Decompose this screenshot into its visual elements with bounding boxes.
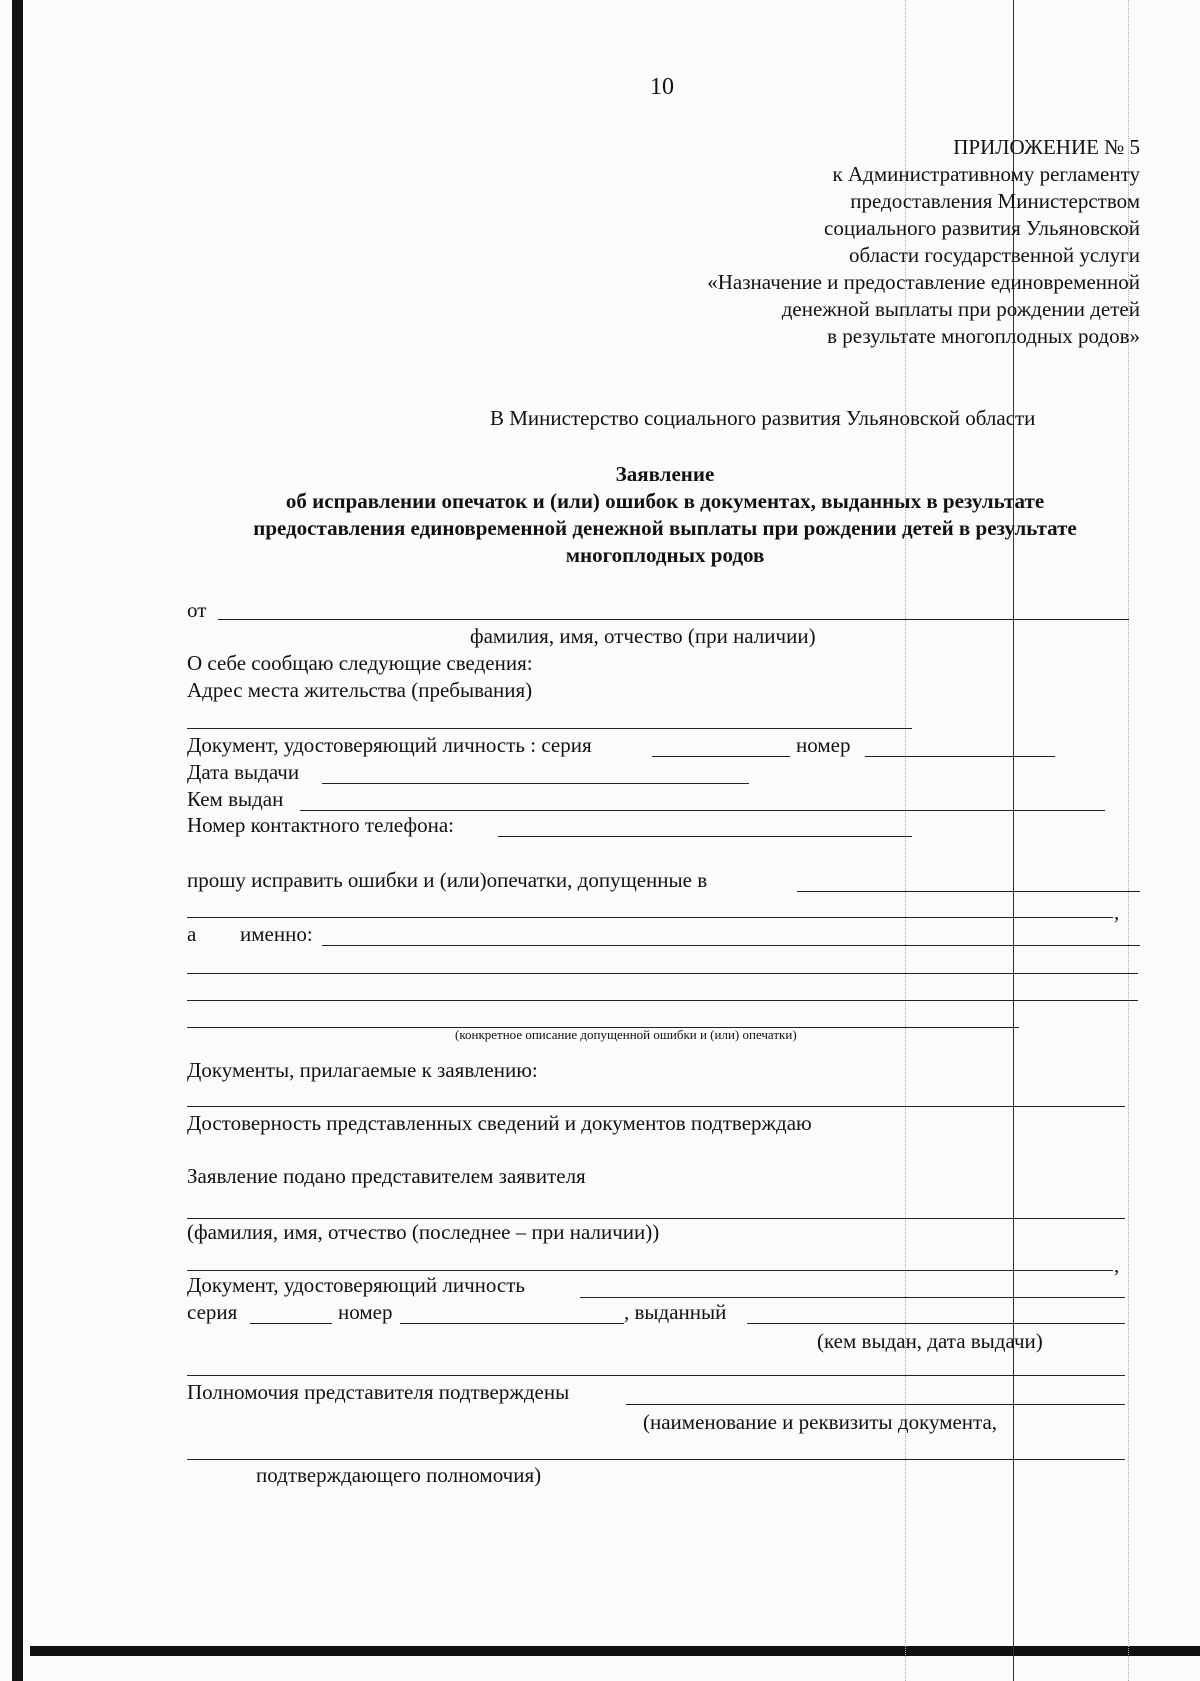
heading-line: многоплодных родов	[565, 543, 765, 567]
rep-authority-hint-2: подтверждающего полномочия)	[256, 1463, 542, 1487]
rep-id-doc-field[interactable]	[580, 1297, 1125, 1298]
rep-number-field[interactable]	[400, 1323, 624, 1324]
appendix-line: денежной выплаты при рождении детей	[781, 297, 1140, 321]
phone-label: Номер контактного телефона:	[187, 813, 454, 837]
id-series-field[interactable]	[652, 756, 790, 757]
namely-field[interactable]	[322, 945, 1140, 946]
about-self-text: О себе сообщаю следующие сведения:	[187, 651, 533, 675]
rep-name-field-2[interactable]	[187, 1270, 1113, 1271]
phone-field[interactable]	[498, 836, 912, 837]
appendix-title: ПРИЛОЖЕНИЕ № 5	[953, 135, 1140, 159]
rep-series-label: серия	[187, 1300, 238, 1324]
heading-title: Заявление	[615, 462, 715, 486]
id-number-field[interactable]	[865, 756, 1055, 757]
issue-date-field[interactable]	[322, 783, 749, 784]
rep-authority-field[interactable]	[626, 1404, 1125, 1405]
scan-edge-left	[12, 0, 23, 1681]
rep-series-field[interactable]	[250, 1323, 332, 1324]
rep-name-hint: (фамилия, имя, отчество (последнее – при наличии))	[187, 1220, 660, 1244]
rep-submitted-text: Заявление подано представителем заявителя	[187, 1164, 586, 1188]
appendix-line: предоставления Министерством	[850, 189, 1140, 213]
appendix-line: «Назначение и предоставление единовременной	[707, 270, 1140, 294]
id-number-label: номер	[796, 733, 851, 757]
request-label: прошу исправить ошибки и (или)опечатки, допущенные в	[187, 868, 708, 892]
appendix-line: в результате многоплодных родов»	[827, 324, 1140, 348]
rep-authority-hint: (наименование и реквизиты документа,	[643, 1410, 998, 1434]
id-doc-label: Документ, удостоверяющий личность : серия	[187, 733, 592, 757]
heading-line: предоставления единовременной денежной выплаты при рождении детей в результате	[253, 516, 1077, 540]
description-field[interactable]	[187, 1000, 1138, 1001]
request-field[interactable]	[797, 891, 1140, 892]
rep-comma: ,	[1114, 1253, 1120, 1277]
from-hint: фамилия, имя, отчество (при наличии)	[470, 624, 816, 648]
from-field[interactable]	[218, 619, 1129, 620]
rep-issued-field[interactable]	[747, 1323, 1125, 1324]
rep-name-field[interactable]	[187, 1218, 1125, 1219]
issued-by-field[interactable]	[300, 810, 1105, 811]
scan-edge-bottom	[30, 1646, 1200, 1656]
address-label: Адрес места жительства (пребывания)	[187, 678, 533, 702]
rep-authority-label: Полномочия представителя подтверждены	[187, 1380, 570, 1404]
rep-issued-field-2[interactable]	[187, 1375, 1125, 1376]
namely-label: именно:	[240, 922, 313, 946]
appendix-line: к Административному регламенту	[832, 162, 1140, 186]
issue-date-label: Дата выдачи	[187, 760, 300, 784]
issued-by-label: Кем выдан	[187, 787, 284, 811]
attached-docs-label: Документы, прилагаемые к заявлению:	[187, 1058, 538, 1082]
from-label: от	[187, 598, 207, 622]
address-field[interactable]	[187, 728, 912, 729]
appendix-line: области государственной услуги	[848, 243, 1140, 267]
heading-line: об исправлении опечаток и (или) ошибок в документах, выданных в результате	[285, 489, 1045, 513]
rep-id-doc-label: Документ, удостоверяющий личность	[187, 1273, 525, 1297]
rep-number-label: номер	[338, 1300, 393, 1324]
appendix-block	[440, 134, 1140, 350]
appendix-line: социального развития Ульяновской	[824, 216, 1140, 240]
rep-authority-field-2[interactable]	[187, 1459, 1125, 1460]
heading-block	[180, 461, 1150, 569]
addressee: В Министерство социального развития Ульяновской области	[490, 406, 1036, 430]
description-hint: (конкретное описание допущенной ошибки и (или) опечатки)	[455, 1027, 797, 1042]
description-field[interactable]	[187, 973, 1138, 974]
attached-docs-field[interactable]	[187, 1106, 1125, 1107]
confirm-text: Достоверность представленных сведений и документов подтверждаю	[187, 1111, 812, 1135]
namely-a: а	[187, 922, 197, 946]
page-number: 10	[650, 74, 674, 100]
request-comma: ,	[1114, 900, 1120, 924]
rep-issued-hint: (кем выдан, дата выдачи)	[817, 1329, 1043, 1353]
request-field-continuation[interactable]	[187, 917, 1113, 918]
rep-issued-label: , выданный	[624, 1300, 727, 1324]
